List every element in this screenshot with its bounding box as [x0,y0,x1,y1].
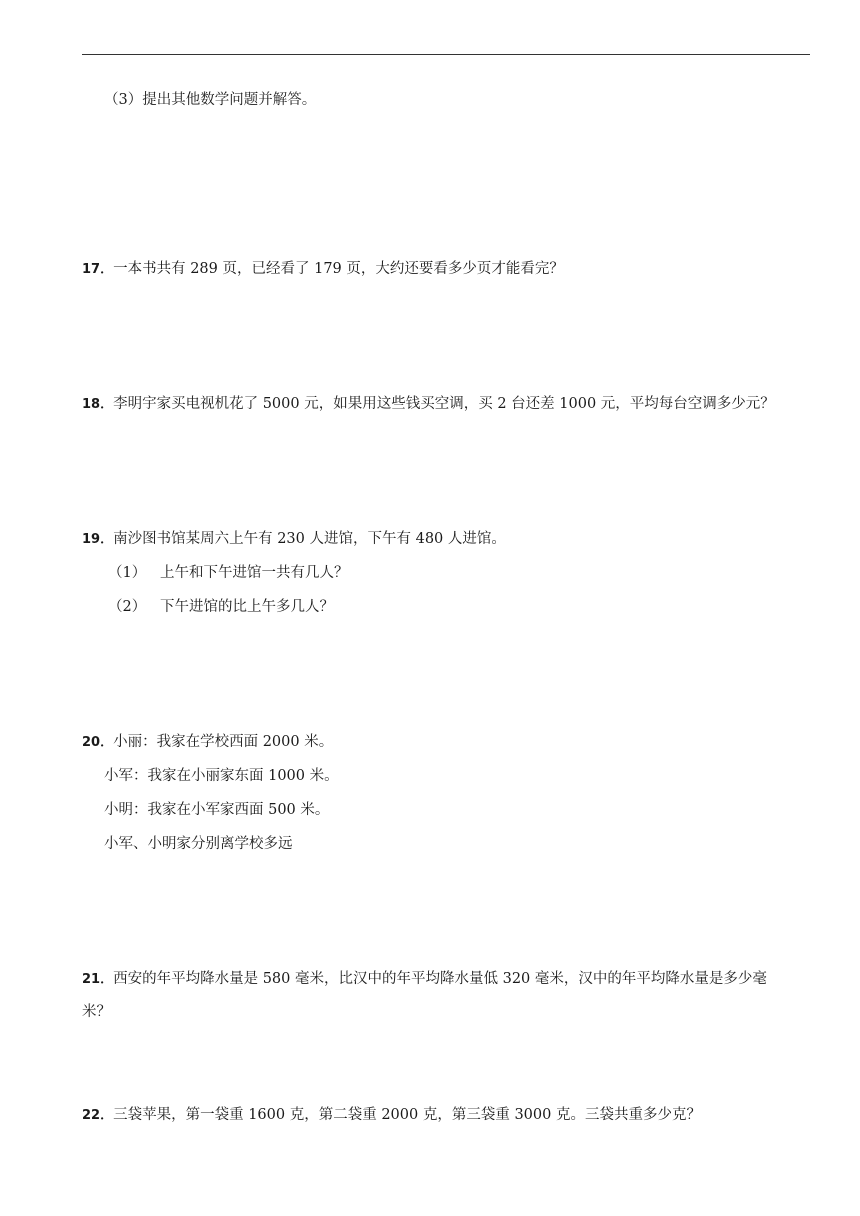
question-21 [82,970,767,989]
question-21-line-2: 米？ [82,1004,111,1020]
question-20-line-1: 小丽：我家在学校西面 2000 米。 [113,734,334,750]
question-19-part-1-text: 上午和下午进馆一共有几人？ [160,565,349,581]
question-22-number: 22． [82,1108,114,1123]
question-19-part-2-label: （2） [108,599,147,615]
question-18-number: 18． [82,397,114,412]
question-16-part-3 [104,91,316,109]
question-19-part-2 [108,598,334,616]
question-17 [82,260,564,279]
question-20 [82,733,333,752]
question-22 [82,1106,701,1125]
question-19-part-1 [108,564,349,582]
question-20-line-2: 小军：我家在小丽家东面 1000 米。 [104,768,339,784]
question-17-text: 一本书共有 289 页，已经看了 179 页，大约还要看多少页才能看完？ [113,261,564,277]
question-20-line-3: 小明：我家在小军家西面 500 米。 [104,802,330,818]
question-19-part-2-text: 下午进馆的比上午多几人？ [160,599,334,615]
question-17-number: 17． [82,262,114,277]
question-18 [82,395,775,414]
question-19 [82,530,506,549]
question-20-number: 20． [82,735,114,750]
question-18-text: 李明宇家买电视机花了 5000 元，如果用这些钱买空调，买 2 台还差 1000 元，平均每台空调多少元？ [113,396,775,412]
question-19-text: 南沙图书馆某周六上午有 230 人进馆，下午有 480 人进馆。 [113,531,506,547]
question-20-line-4: 小军、小明家分别离学校多远 [104,836,293,852]
question-19-part-1-label: （1） [108,565,147,581]
question-22-text: 三袋苹果，第一袋重 1600 克，第二袋重 2000 克，第三袋重 3000 克。三袋共重多少克？ [113,1107,701,1123]
question-21-line-1: 西安的年平均降水量是 580 毫米，比汉中的年平均降水量低 320 毫米，汉中的年平均降水量是多少毫 [113,971,767,987]
question-16-part-3-text: （3）提出其他数学问题并解答。 [104,92,317,108]
question-19-number: 19． [82,532,114,547]
question-21-number: 21． [82,972,114,987]
header-rule [82,54,810,55]
